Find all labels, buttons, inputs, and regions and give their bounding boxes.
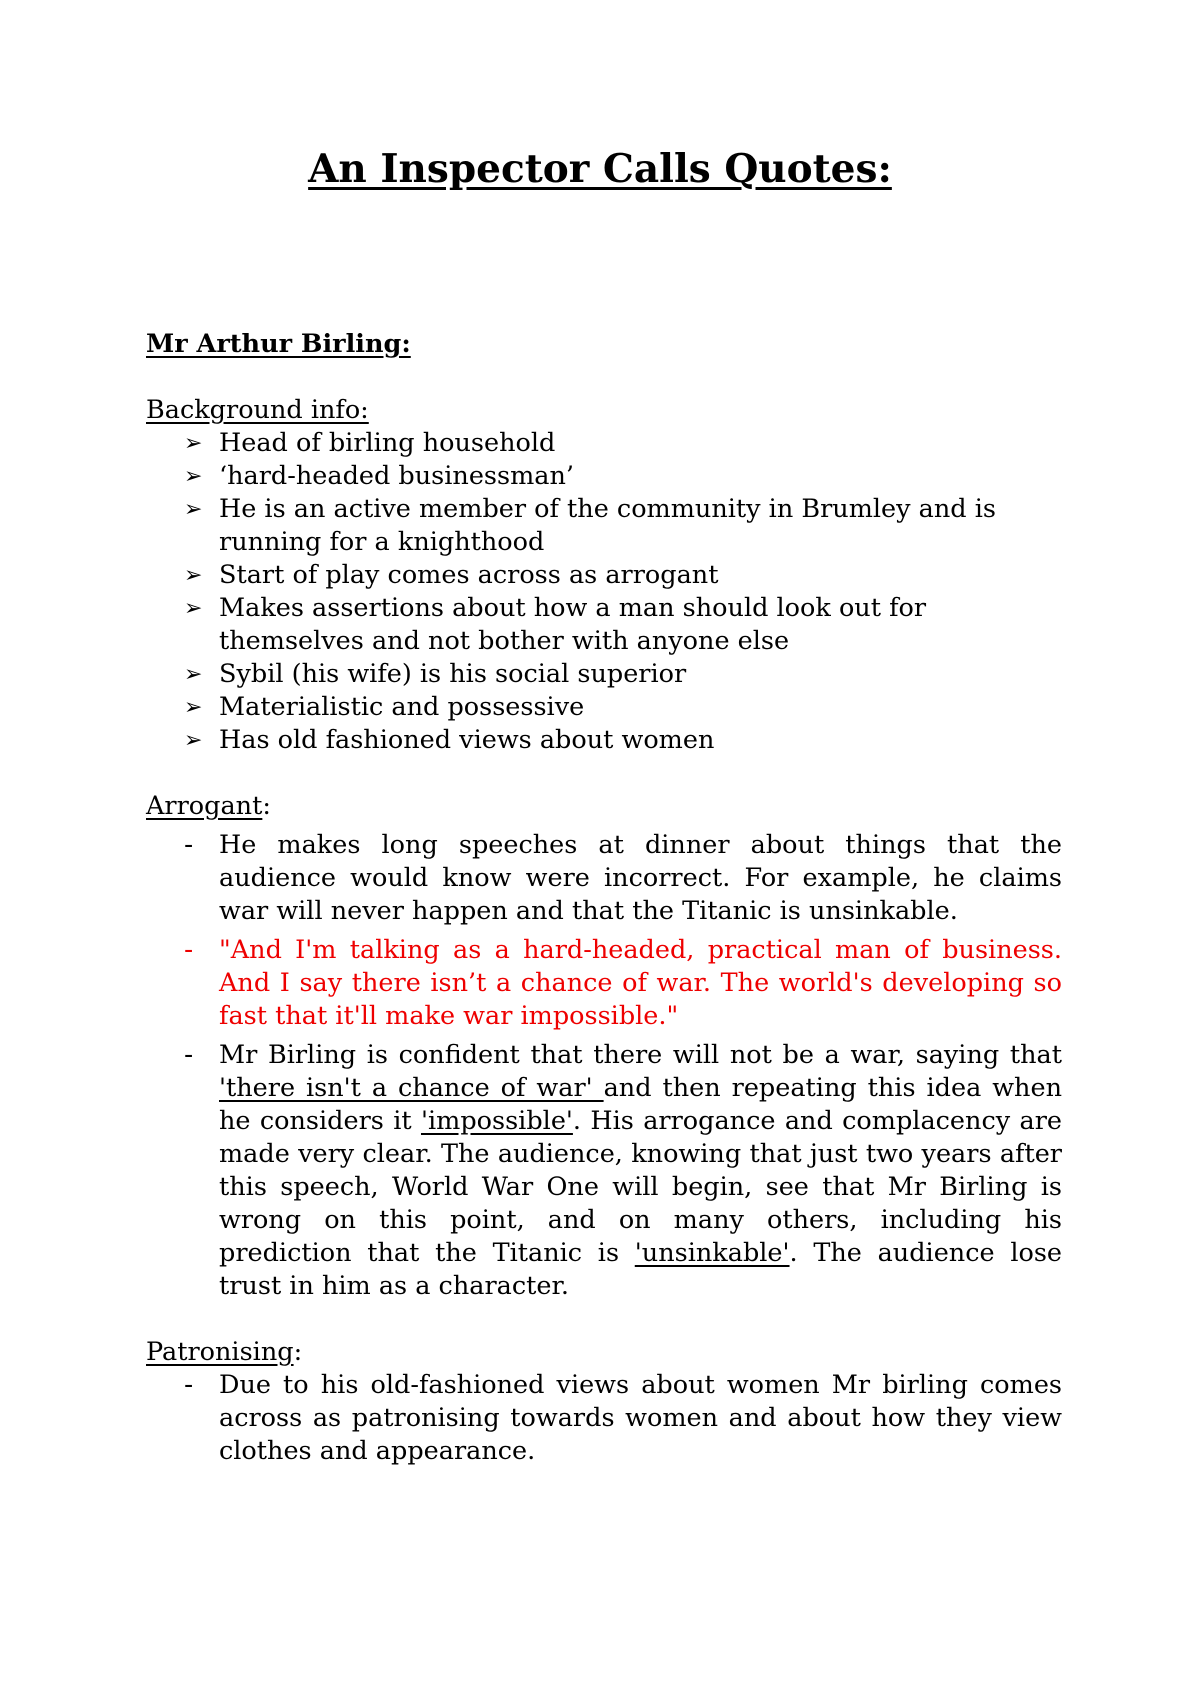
analysis-text	[219, 1040, 1062, 1301]
arrow-bullet-icon: ➢	[184, 695, 203, 720]
dash-bullet-icon: -	[184, 1370, 194, 1400]
list-item-text: Start of play comes across as arrogant	[219, 560, 719, 590]
list-item	[146, 427, 1062, 460]
list-item	[146, 592, 1062, 658]
dash-bullet-icon: -	[184, 935, 194, 965]
arrow-bullet-icon: ➢	[184, 431, 203, 456]
list-item-text: Sybil (his wife) is his social superior	[219, 659, 687, 689]
patronising-heading	[146, 1336, 1062, 1369]
arrogant-heading	[146, 790, 1062, 823]
list-item	[146, 559, 1062, 592]
list-item	[146, 658, 1062, 691]
arrogant-heading-colon: :	[262, 791, 271, 821]
dash-bullet-icon: -	[184, 1040, 194, 1070]
list-item	[146, 1369, 1062, 1468]
document-body	[146, 328, 1062, 1501]
arrow-bullet-icon: ➢	[184, 464, 203, 489]
list-item-text: Makes assertions about how a man should look out for themselves and not bother with anyone else	[219, 593, 927, 656]
embedded-quote: 'there isn't a chance of war'	[219, 1073, 604, 1103]
list-item-text: ‘hard-headed businessman’	[219, 461, 575, 491]
patronising-heading-colon: :	[293, 1337, 303, 1367]
analysis-part: . The audience lose trust in him as a character.	[219, 1238, 1063, 1301]
character-heading: Mr Arthur Birling:	[146, 329, 411, 359]
arrogant-heading-label: Arrogant	[146, 791, 263, 821]
arrogant-list	[146, 829, 1062, 1303]
list-item-text: He is an active member of the community in Brumley and is running for a knighthood	[219, 494, 996, 557]
dash-bullet-icon: -	[184, 830, 194, 860]
quote-list-item	[146, 934, 1062, 1033]
list-item	[146, 460, 1062, 493]
list-item-text: Due to his old-fashioned views about women Mr birling comes across as patronising towards women and about how they view clothes and appearance.	[219, 1370, 1062, 1466]
analysis-part: Mr Birling is confident that there will not be a war, saying that	[219, 1040, 1062, 1070]
list-item	[146, 829, 1062, 928]
list-item	[146, 724, 1062, 757]
list-item-text: Head of birling household	[219, 428, 556, 458]
arrow-bullet-icon: ➢	[184, 497, 203, 522]
background-heading	[146, 394, 1062, 427]
list-item-text: He makes long speeches at dinner about things that the audience would know were incorrect. For example, he claims war will never happen and that the Titanic is unsinkable.	[219, 830, 1062, 926]
background-heading-label: Background info:	[146, 395, 369, 425]
list-item	[146, 493, 1062, 559]
patronising-list	[146, 1369, 1062, 1468]
arrow-bullet-icon: ➢	[184, 596, 203, 621]
arrow-bullet-icon: ➢	[184, 563, 203, 588]
analysis-list-item	[146, 1039, 1062, 1303]
arrow-bullet-icon: ➢	[184, 728, 203, 753]
embedded-quote: 'impossible'	[420, 1106, 573, 1136]
quote-text: "And I'm talking as a hard-headed, practical man of business. And I say there isn’t a chance of war. The world's developing so fast that it'll make war impossible."	[219, 935, 1062, 1031]
list-item-text: Has old fashioned views about women	[219, 725, 715, 755]
list-item-text: Materialistic and possessive	[219, 692, 585, 722]
patronising-heading-label: Patronising	[146, 1337, 294, 1367]
list-item	[146, 691, 1062, 724]
document-title: An Inspector Calls Quotes:	[308, 146, 892, 192]
arrow-bullet-icon: ➢	[184, 662, 203, 687]
analysis-part: and then repeating this idea when he considers it	[219, 1073, 1062, 1136]
background-list	[146, 427, 1062, 757]
analysis-part: . His arrogance and complacency are made very clear. The audience, knowing that just two years after this speech, World War One will begin, see that Mr Birling is wrong on this point, and on many others, including his prediction that the Titanic is	[219, 1106, 1062, 1268]
embedded-quote: 'unsinkable'	[634, 1238, 790, 1268]
